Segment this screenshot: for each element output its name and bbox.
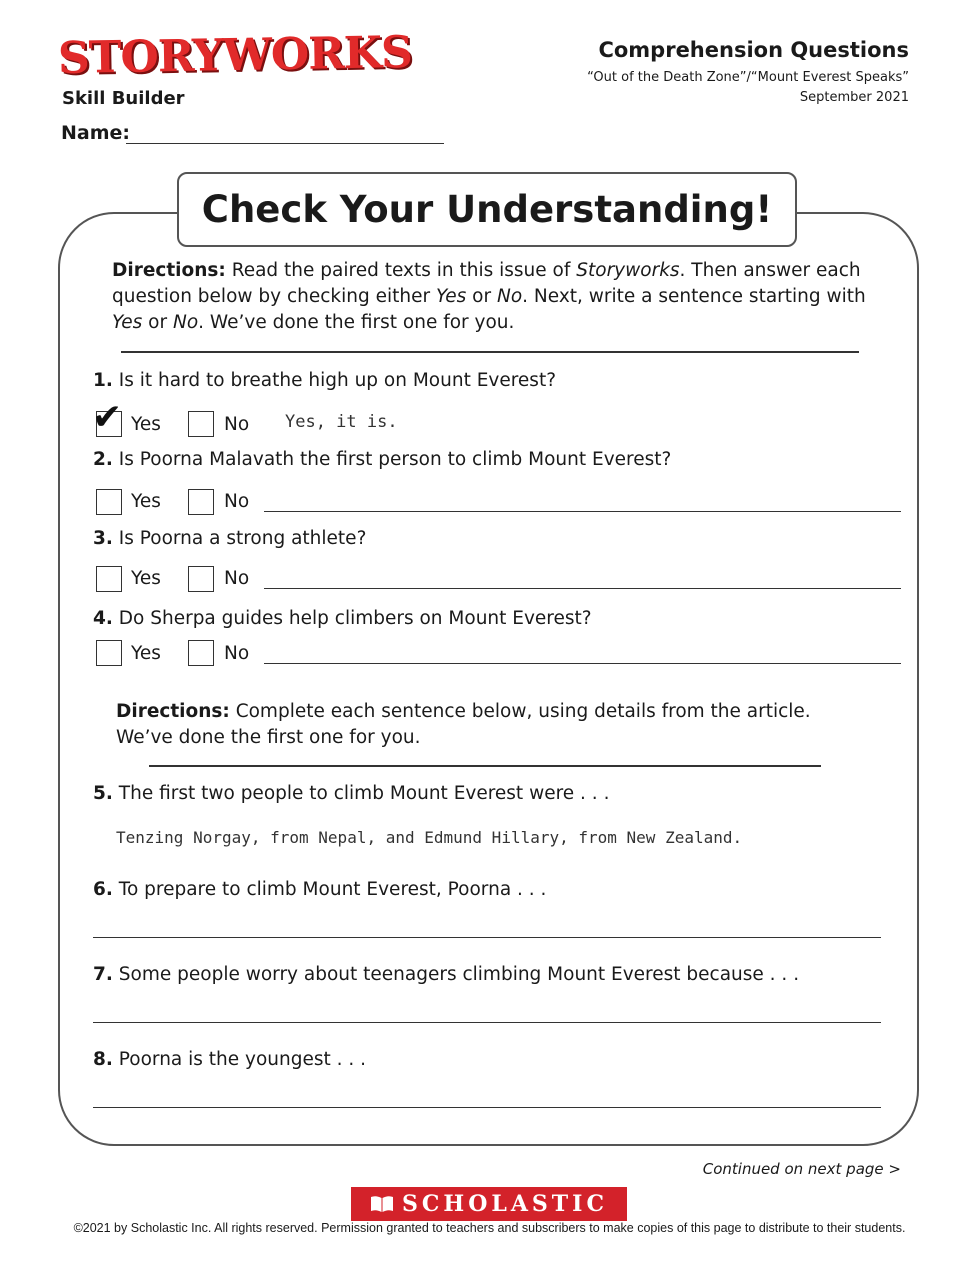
q-text: The first two people to climb Mount Everest were . . .	[112, 783, 610, 804]
continued-note: Continued on next page >	[702, 1160, 901, 1178]
scholastic-logo	[351, 1187, 627, 1221]
q2-no-checkbox[interactable]	[188, 489, 214, 515]
q4-answer-line[interactable]	[264, 663, 901, 664]
no-label: No	[224, 414, 250, 435]
sentence-5-answer: Tenzing Norgay, from Nepal, and Edmund Hillary, from New Zealand.	[116, 828, 743, 847]
divider	[149, 765, 821, 767]
page-title-text: Check Your Understanding!	[201, 188, 773, 231]
question-2	[93, 449, 671, 470]
question-3	[93, 528, 366, 549]
q-text: Is Poorna Malavath the first person to climb Mount Everest?	[112, 449, 672, 470]
comprehension-title: Comprehension Questions	[598, 38, 909, 62]
directions-label: Directions:	[116, 701, 230, 722]
yes-label: Yes	[131, 414, 161, 435]
q-num: 2.	[93, 449, 113, 470]
no-label: No	[224, 568, 250, 589]
question-4	[93, 608, 592, 629]
q-text: Poorna is the youngest . . .	[112, 1049, 367, 1070]
dir-text: Read the paired texts in this issue of	[225, 260, 577, 281]
q-text: Do Sherpa guides help climbers on Mount Everest?	[112, 608, 592, 629]
article-titles: “Out of the Death Zone”/“Mount Everest Speaks”	[587, 70, 909, 85]
dir-italic: No	[496, 286, 523, 307]
q2-yes-checkbox[interactable]	[96, 489, 122, 515]
open-book-icon	[370, 1195, 394, 1213]
directions-1	[112, 258, 872, 336]
page-title	[177, 172, 797, 247]
q4-no-checkbox[interactable]	[188, 640, 214, 666]
article-subtitle	[587, 68, 909, 108]
q-num: 3.	[93, 528, 113, 549]
q1-answer: Yes, it is.	[285, 412, 398, 432]
sentence-5	[93, 783, 609, 804]
directions-2	[116, 699, 846, 751]
no-label: No	[224, 491, 250, 512]
q3-no-checkbox[interactable]	[188, 566, 214, 592]
q-num: 4.	[93, 608, 113, 629]
q4-yes-checkbox[interactable]	[96, 640, 122, 666]
checkmark-icon: ✔	[92, 397, 123, 438]
dir-text: Complete each sentence below, using details from the article. We’ve done the first one for you.	[116, 701, 811, 748]
q3-answer-line[interactable]	[264, 588, 901, 589]
dir-italic: No	[172, 312, 199, 333]
sentence-8	[93, 1049, 366, 1070]
name-field-line[interactable]	[126, 143, 444, 144]
dir-italic: Yes	[112, 312, 143, 333]
sentence-6-answer-line[interactable]	[93, 937, 881, 938]
q-text: Some people worry about teenagers climbing Mount Everest because . . .	[112, 964, 800, 985]
dir-text: or	[466, 286, 497, 307]
issue-date: September 2021	[799, 90, 909, 105]
q-text: Is it hard to breathe high up on Mount Everest?	[112, 370, 557, 391]
dir-italic: Yes	[436, 286, 467, 307]
divider	[121, 351, 859, 353]
dir-text: . We’ve done the first one for you.	[198, 312, 515, 333]
yes-label: Yes	[131, 568, 161, 589]
q2-answer-line[interactable]	[264, 511, 901, 512]
dir-italic: Storyworks	[576, 260, 680, 281]
sentence-7-answer-line[interactable]	[93, 1022, 881, 1023]
q1-no-checkbox[interactable]	[188, 411, 214, 437]
dir-text: or	[142, 312, 173, 333]
sentence-8-answer-line[interactable]	[93, 1107, 881, 1108]
q-num: 7.	[93, 964, 113, 985]
dir-text: . Then answer each question below by checking either	[112, 260, 861, 307]
q-num: 8.	[93, 1049, 113, 1070]
q-num: 1.	[93, 370, 113, 391]
q-text: To prepare to climb Mount Everest, Poorna . . .	[112, 879, 547, 900]
q-num: 6.	[93, 879, 113, 900]
q-text: Is Poorna a strong athlete?	[112, 528, 367, 549]
storyworks-logo: STORYWORKS	[57, 26, 413, 85]
yes-label: Yes	[131, 643, 161, 664]
no-label: No	[224, 643, 250, 664]
yes-label: Yes	[131, 491, 161, 512]
q-num: 5.	[93, 783, 113, 804]
question-1	[93, 370, 556, 391]
sentence-7	[93, 964, 799, 985]
copyright-notice: ©2021 by Scholastic Inc. All rights reserved. Permission granted to teachers and subscribers to make copies of this page to distribute to their students.	[73, 1221, 906, 1235]
dir-text: . Next, write a sentence starting with	[522, 286, 866, 307]
publisher-name: SCHOLASTIC	[402, 1191, 608, 1217]
q3-yes-checkbox[interactable]	[96, 566, 122, 592]
sentence-6	[93, 879, 546, 900]
skill-builder-label: Skill Builder	[62, 88, 185, 109]
name-label: Name:	[61, 122, 131, 144]
directions-label: Directions:	[112, 260, 226, 281]
